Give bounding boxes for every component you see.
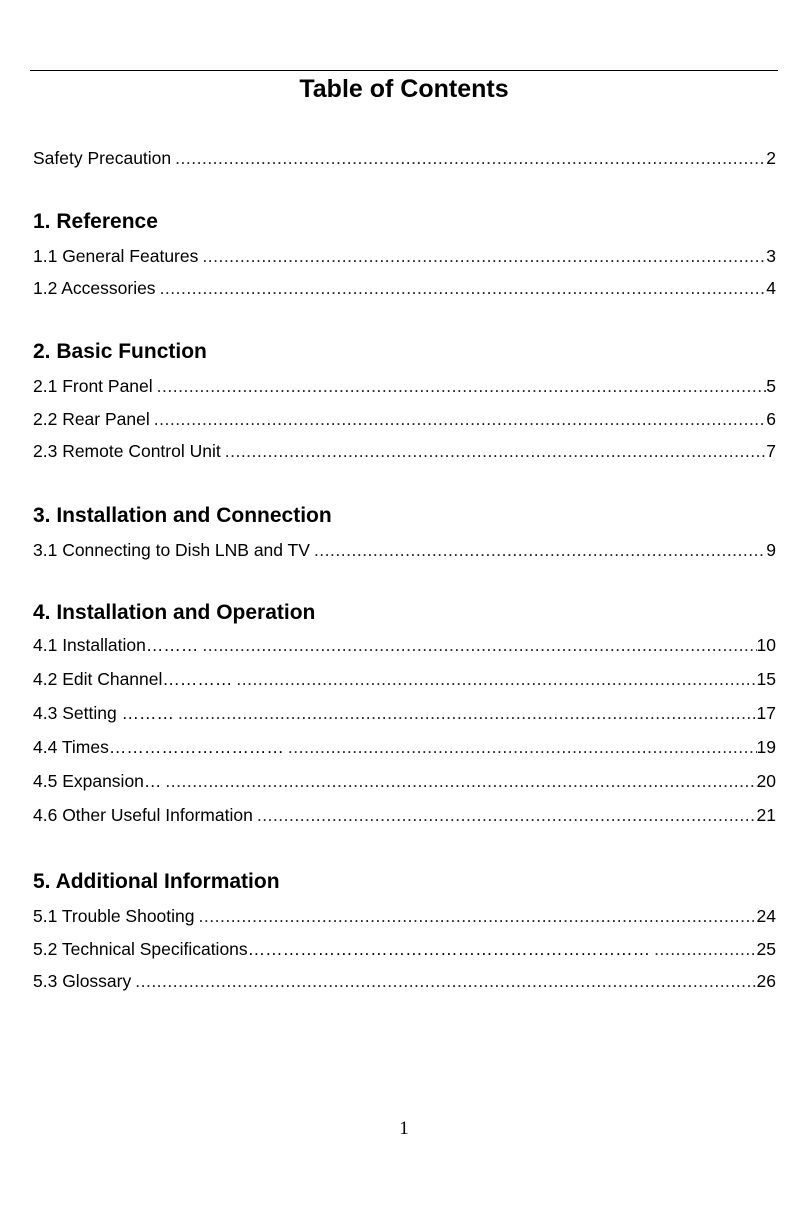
dot-leader: [202, 245, 766, 267]
toc-entry-label: 4.3 Setting ………: [33, 703, 175, 723]
toc-entry-1-2[interactable]: [33, 277, 776, 299]
dot-leader: [157, 375, 767, 397]
toc-page-number: 17: [756, 703, 776, 723]
toc-entry-label: 4.2 Edit Channel…………: [33, 669, 233, 689]
toc-page-number: 15: [756, 669, 776, 689]
toc-page-number: 26: [756, 971, 776, 991]
page-title: Table of Contents: [299, 75, 509, 103]
section-heading-reference: 1. Reference: [33, 210, 158, 233]
toc-entry-5-3[interactable]: [33, 970, 776, 992]
toc-entry-4-5[interactable]: [33, 770, 776, 792]
toc-page-number: 25: [756, 939, 776, 959]
toc-page-number: 9: [766, 540, 776, 560]
toc-page-number: 20: [756, 771, 776, 791]
toc-entry-2-3[interactable]: [33, 440, 776, 462]
toc-entry-4-6[interactable]: [33, 804, 776, 826]
section-heading-additional-information: 5. Additional Information: [33, 870, 280, 893]
dot-leader: [257, 804, 757, 826]
dot-leader: [178, 702, 756, 724]
dot-leader: [160, 277, 767, 299]
toc-entry-label: 3.1 Connecting to Dish LNB and TV: [33, 540, 310, 560]
dot-leader: [199, 905, 757, 927]
toc-entry-label: 2.2 Rear Panel: [33, 409, 150, 429]
toc-page-number: 4: [766, 278, 776, 298]
toc-entry-label: 4.6 Other Useful Information: [33, 805, 253, 825]
toc-entry-4-2[interactable]: [33, 668, 776, 690]
toc-entry-label: 1.1 General Features: [33, 246, 199, 266]
toc-entry-label: 1.2 Accessories: [33, 278, 156, 298]
toc-entry-label: 4.1 Installation………: [33, 635, 199, 655]
section-heading-installation-operation: 4. Installation and Operation: [33, 601, 316, 624]
dot-leader: [236, 668, 756, 690]
toc-entry-2-1[interactable]: [33, 375, 776, 397]
toc-entry-safety-precaution[interactable]: [33, 147, 776, 169]
toc-page-number: 5: [766, 376, 776, 396]
dot-leader: [175, 147, 766, 169]
toc-entry-label: 5.1 Trouble Shooting: [33, 906, 195, 926]
toc-page-number: 2: [766, 148, 776, 168]
toc-entry-label: 4.4 Times…………………………: [33, 737, 284, 757]
dot-leader: [202, 634, 756, 656]
toc-page-number: 21: [756, 805, 776, 825]
dot-leader: [165, 770, 756, 792]
top-rule: [30, 70, 778, 71]
dot-leader: [314, 539, 766, 561]
toc-entry-4-1[interactable]: [33, 634, 776, 656]
toc-entry-label: 5.2 Technical Specifications……………………………………………………………: [33, 939, 651, 959]
dot-leader: [654, 938, 756, 960]
section-heading-basic-function: 2. Basic Function: [33, 340, 207, 363]
toc-entry-5-2[interactable]: [33, 938, 776, 960]
toc-entry-label: 4.5 Expansion…: [33, 771, 162, 791]
toc-entry-3-1[interactable]: [33, 539, 776, 561]
toc-entry-2-2[interactable]: [33, 408, 776, 430]
toc-entry-label: Safety Precaution: [33, 148, 172, 168]
dot-leader: [154, 408, 767, 430]
page-number: 1: [399, 1118, 409, 1139]
section-heading-installation-connection: 3. Installation and Connection: [33, 504, 332, 527]
toc-entry-label: 5.3 Glossary: [33, 971, 132, 991]
toc-entry-4-4[interactable]: [33, 736, 776, 758]
toc-entry-label: 2.3 Remote Control Unit: [33, 441, 221, 461]
toc-page-number: 7: [766, 441, 776, 461]
toc-page-number: 10: [756, 635, 776, 655]
toc-entry-5-1[interactable]: [33, 905, 776, 927]
toc-entry-label: 2.1 Front Panel: [33, 376, 153, 396]
toc-page-number: 6: [766, 409, 776, 429]
toc-entry-4-3[interactable]: [33, 702, 776, 724]
dot-leader: [225, 440, 767, 462]
dot-leader: [288, 736, 757, 758]
toc-page-number: 3: [766, 246, 776, 266]
toc-entry-1-1[interactable]: [33, 245, 776, 267]
dot-leader: [135, 970, 756, 992]
toc-page-number: 24: [756, 906, 776, 926]
toc-page-number: 19: [756, 737, 776, 757]
